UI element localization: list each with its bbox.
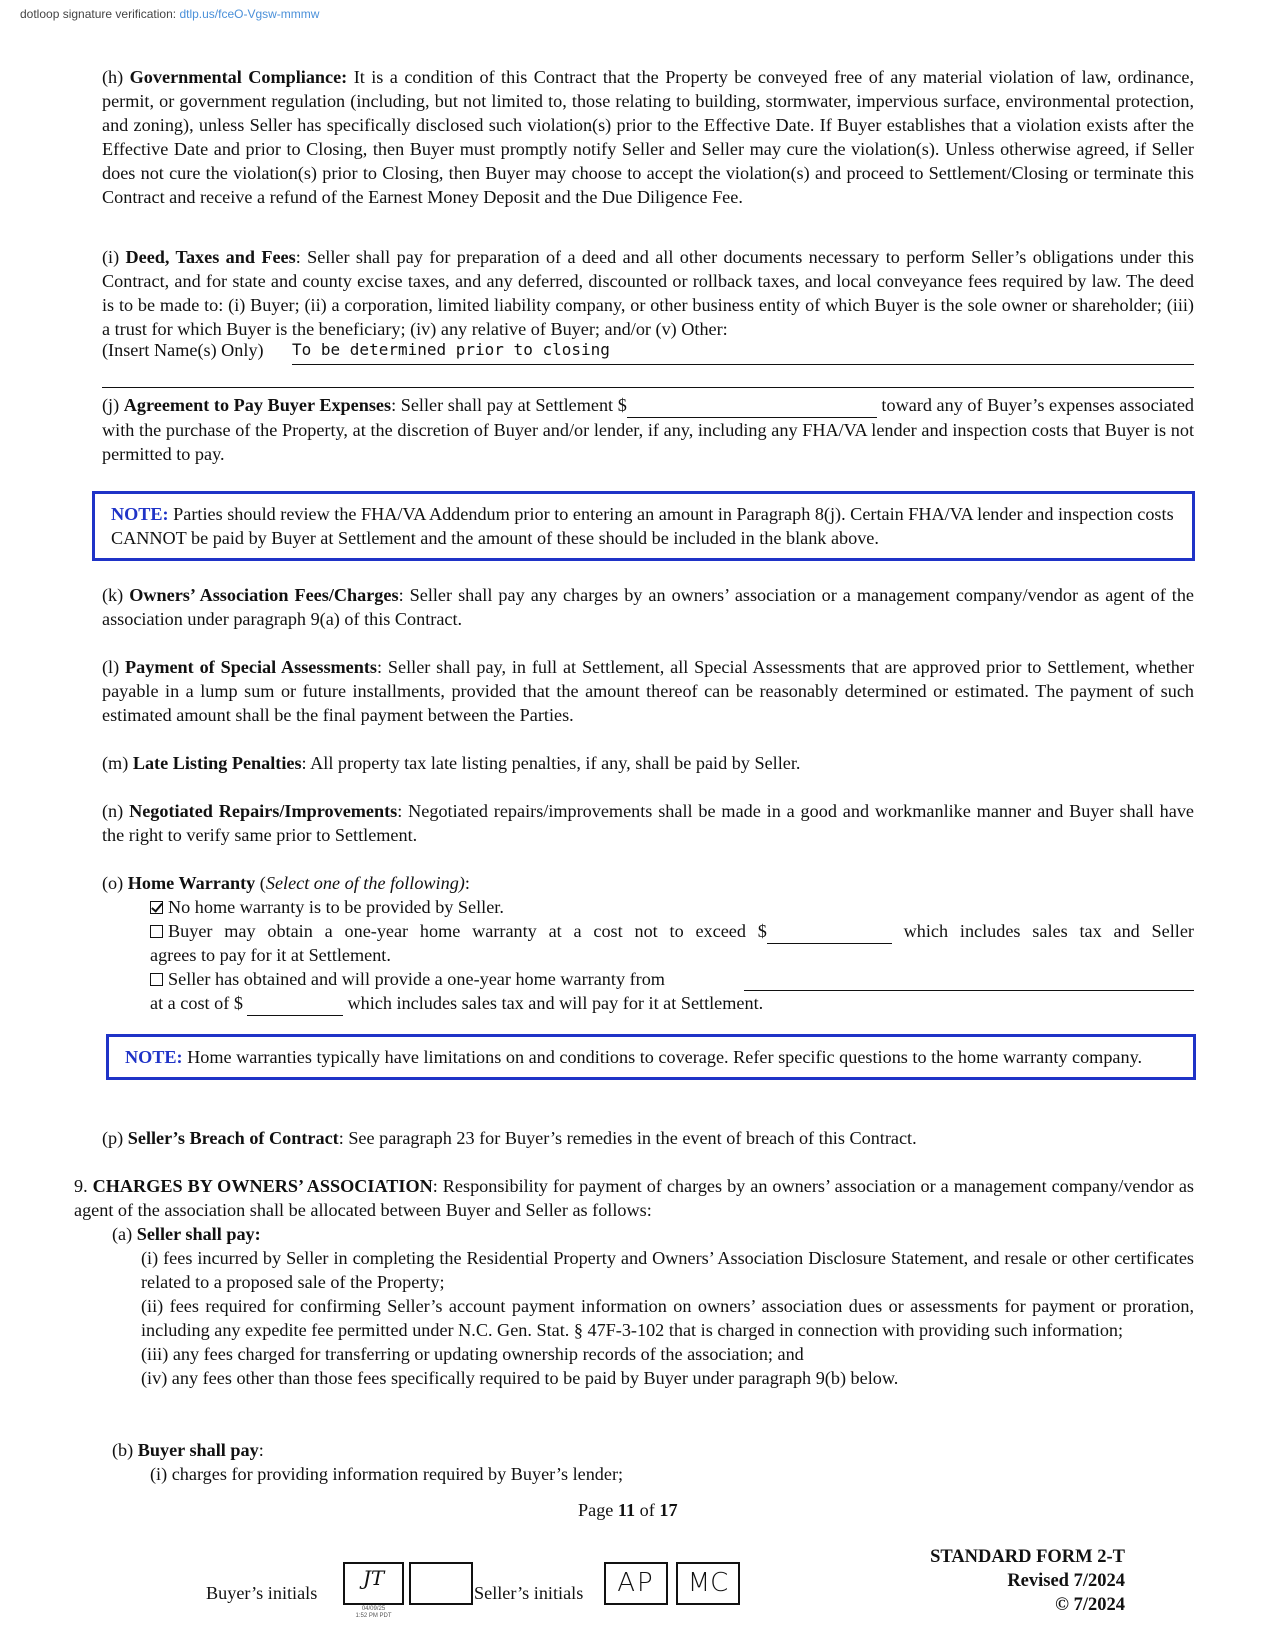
section-j-title: Agreement to Pay Buyer Expenses: [123, 395, 392, 415]
section-p-title: Seller’s Breach of Contract: [127, 1128, 339, 1148]
warranty-option-buyer-cont: agrees to pay for it at Settlement.: [150, 945, 391, 965]
section-9b-heading: (b) Buyer shall pay:: [112, 1440, 264, 1460]
section-l-title: Payment of Special Assessments: [125, 657, 377, 677]
seller-initial-box-2[interactable]: [676, 1562, 740, 1605]
form-name: STANDARD FORM 2-T: [930, 1547, 1125, 1567]
section-j: (j) Agreement to Pay Buyer Expenses: Seller shall pay at Settlement $ toward any of Buyer’s expenses associated with the purchase of the Property, at the discretion of Buyer and/or lender, if any, including any FHA/VA lender and inspection costs that Buyer is not permitted to pay.: [102, 395, 1195, 464]
warranty-company-field[interactable]: [744, 967, 1194, 991]
list-item: (i) charges for providing information required by Buyer’s lender;: [150, 1464, 624, 1484]
section-h: (h) Governmental Compliance: It is a condition of this Contract that the Property be conveyed free of any material violation of law, ordinance, permit, or government regulation (including, but not limited to, those relating to building, stormwater, impervious surface, environmental protection, and zoning), unless Seller has specifically disclosed such violation(s) prior to the Effective Date. If Buyer establishes that a violation exists after the Effective Date and prior to Closing, then Buyer must promptly notify Seller and Seller may cure the violation(s). Unless otherwise agreed, if Seller does not cure the violation(s) prior to Closing, then Buyer may choose to accept the violation(s) and proceed to Settlement/Closing or terminate this Contract and receive a refund of the Earnest Money Deposit and the Due Diligence Fee.: [102, 67, 1194, 207]
section-p: (p) Seller’s Breach of Contract: See paragraph 23 for Buyer’s remedies in the event of breach of this Contract.: [102, 1128, 917, 1148]
seller-initials-label: Seller’s initials: [474, 1583, 584, 1603]
deed-insert-label: (Insert Name(s) Only): [102, 340, 264, 360]
buyer-expenses-amount-field[interactable]: [627, 393, 877, 418]
section-n: (n) Negotiated Repairs/Improvements: Negotiated repairs/improvements shall be made in a good and workmanlike manner and Buyer shall have the right to verify same prior to Settlement.: [102, 801, 1194, 845]
warranty-seller-checkbox[interactable]: [150, 973, 163, 986]
buyer-initial-signature: JT: [362, 1566, 385, 1590]
section-h-text: It is a condition of this Contract that the Property be conveyed free of any material violation of law, ordinance, permit, or government regulation (including, but not limited to, those relating to building, stormwater, impervious surface, environmental protection, and zoning), unless Seller has specifically disclosed such violation(s) prior to the Effective Date. If Buyer establishes that a violation exists after the Effective Date and prior to Closing, then Buyer must promptly notify Seller and Seller may cure the violation(s). Unless otherwise agreed, if Seller does not cure the violation(s) prior to Closing, then Buyer may choose to accept the violation(s) and proceed to Settlement/Closing or terminate this Contract and receive a refund of the Earnest Money Deposit and the Due Diligence Fee.: [102, 67, 1194, 207]
warranty-seller-cost-field[interactable]: [247, 991, 343, 1016]
buyer-initial-box-1[interactable]: [343, 1562, 404, 1605]
fha-va-note: NOTE: Parties should review the FHA/VA Addendum prior to entering an amount in Paragraph 8(j). Certain FHA/VA lender and inspection costs CANNOT be paid by Buyer at Settlement and the amount of these should be included in the blank above.: [92, 491, 1195, 561]
form-revised: Revised 7/2024: [1007, 1571, 1125, 1591]
section-9: 9. CHARGES BY OWNERS’ ASSOCIATION: Responsibility for payment of charges by an owners’ association or a management company/vendor as agent of the association shall be allocated between Buyer and Seller as follows:: [74, 1176, 1194, 1220]
section-9a-list: [141, 1246, 1194, 1390]
section-i-text: : Seller shall pay for preparation of a deed and all other documents necessary to perform Seller’s obligations under this Contract, and for state and county excise taxes, and any deferred, discounted or rollback taxes, and local conveyance fees required by law. The deed is to be made to: (i) Buyer; (ii) a corporation, limited liability company, or other business entity of which Buyer is the sole owner or shareholder; (iii) a trust for which Buyer is the beneficiary; (iv) any relative of Buyer; and/or (v) Other:: [102, 247, 1194, 339]
verification-link[interactable]: dtlp.us/fceO-Vgsw-mmmw: [179, 7, 320, 21]
deed-insert-field[interactable]: [292, 340, 1194, 365]
note-label: NOTE:: [125, 1047, 183, 1067]
list-item: (i) fees incurred by Seller in completing the Residential Property and Owners’ Association Disclosure Statement, and resale or other certificates related to a proposed sale of the Property;: [141, 1248, 1194, 1292]
section-9b-list: [150, 1462, 623, 1486]
section-i-title: Deed, Taxes and Fees: [125, 247, 296, 267]
section-9a-heading: (a) Seller shall pay:: [112, 1224, 261, 1244]
list-item: (iv) any fees other than those fees specifically required to be paid by Buyer under paragraph 9(b) below.: [141, 1368, 899, 1388]
warranty-buyer-checkbox[interactable]: [150, 925, 163, 938]
section-o-title: Home Warranty: [127, 873, 256, 893]
section-k-title: Owners’ Association Fees/Charges: [129, 585, 399, 605]
section-n-title: Negotiated Repairs/Improvements: [129, 801, 398, 821]
buyer-initial-time: 1:52 PM PDT: [355, 1613, 392, 1619]
warranty-option-seller-cont: at a cost of $ which includes sales tax and will pay for it at Settlement.: [150, 991, 763, 1016]
section-h-title: Governmental Compliance:: [129, 67, 348, 87]
list-item: (iii) any fees charged for transferring or updating ownership records of the association; and: [141, 1344, 804, 1364]
form-copyright: © 7/2024: [1055, 1595, 1125, 1615]
seller-initial-signature-2: MC: [687, 1568, 729, 1598]
section-o: (o) Home Warranty (Select one of the following):: [102, 873, 470, 893]
seller-initial-box-1[interactable]: [604, 1562, 668, 1605]
section-i: (i) Deed, Taxes and Fees: Seller shall pay for preparation of a deed and all other documents necessary to perform Seller’s obligations under this Contract, and for state and county excise taxes, and any deferred, discounted or rollback taxes, and local conveyance fees required by law. The deed is to be made to: (i) Buyer; (ii) a corporation, limited liability company, or other business entity of which Buyer is the sole owner or shareholder; (iii) a trust for which Buyer is the beneficiary; (iv) any relative of Buyer; and/or (v) Other:: [102, 247, 1194, 339]
list-item: (ii) fees required for confirming Seller’s account payment information on owners’ association dues or assessments for payment or proration, including any expedite fee permitted under N.C. Gen. Stat. § 47F-3-102 that is charged in connection with providing such information;: [141, 1296, 1194, 1340]
warranty-none-checkbox[interactable]: [150, 901, 163, 914]
warranty-cost-field[interactable]: [767, 919, 892, 944]
section-k: (k) Owners’ Association Fees/Charges: Seller shall pay any charges by an owners’ association or a management company/vendor as agent of the association under paragraph 9(a) of this Contract.: [102, 585, 1195, 629]
verification-label: dotloop signature verification:: [20, 7, 177, 21]
warranty-option-none: No home warranty is to be provided by Seller.: [150, 895, 504, 919]
section-l: (l) Payment of Special Assessments: Seller shall pay, in full at Settlement, all Special Assessments that are approved prior to Settlement, whether payable in a lump sum or future installments, provided that the amount thereof can be reasonably determined or estimated. The payment of such estimated amount shall be the final payment between the Parties.: [102, 657, 1195, 725]
deed-insert-line-2[interactable]: [102, 387, 1194, 388]
seller-initial-signature-1: AP: [617, 1568, 655, 1598]
page-number: Page 11 of 17: [578, 1500, 678, 1520]
section-m-title: Late Listing Penalties: [132, 753, 302, 773]
buyer-initial-box-2[interactable]: [409, 1562, 473, 1605]
warranty-option-buyer: Buyer may obtain a one-year home warranty at a cost not to exceed $ which includes sales tax and Seller: [150, 919, 1194, 944]
warranty-option-seller: Seller has obtained and will provide a one-year home warranty from: [150, 967, 1194, 991]
signature-verification: [20, 7, 319, 21]
buyer-initials-label: Buyer’s initials: [206, 1583, 318, 1603]
deed-insert-value: To be determined prior to closing: [292, 340, 610, 359]
section-m: (m) Late Listing Penalties: All property tax late listing penalties, if any, shall be paid by Seller.: [102, 753, 801, 773]
form-identifier: [930, 1545, 1125, 1617]
section-9-title: CHARGES BY OWNERS’ ASSOCIATION: [92, 1176, 433, 1196]
buyer-initial-date: 04/09/25: [361, 1606, 386, 1612]
home-warranty-note: NOTE: Home warranties typically have limitations on and conditions to coverage. Refer specific questions to the home warranty company.: [106, 1034, 1196, 1080]
note-label: NOTE:: [111, 504, 169, 524]
